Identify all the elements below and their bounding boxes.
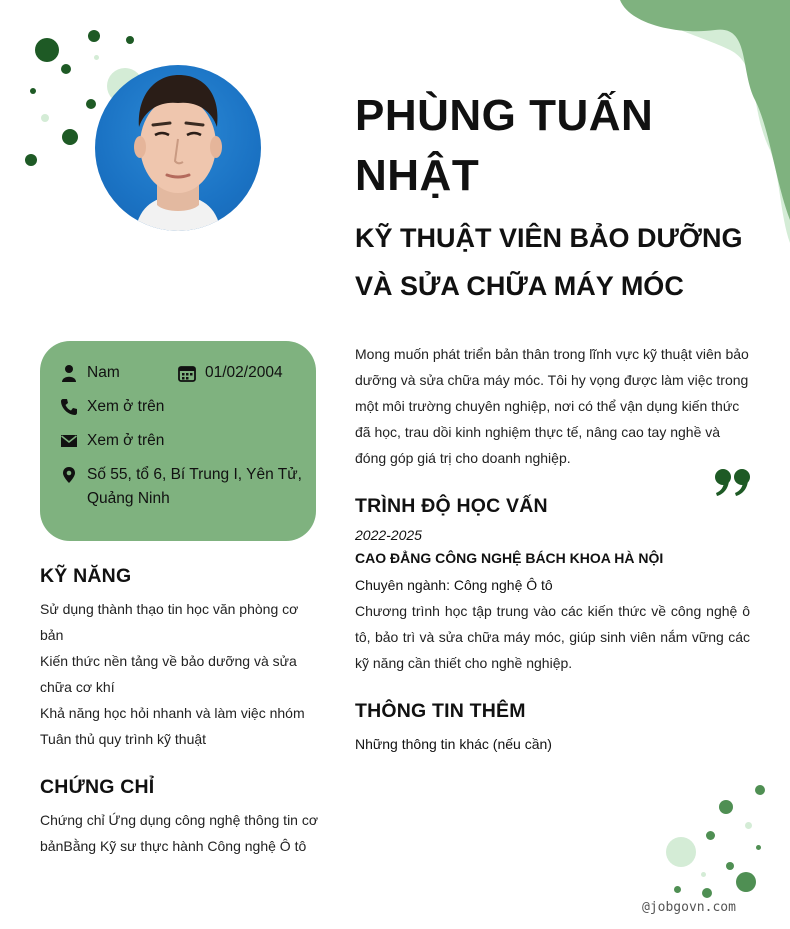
birthdate-value: 01/02/2004 bbox=[205, 364, 283, 381]
certificates-title: CHỨNG CHỈ bbox=[40, 776, 155, 798]
address-row bbox=[60, 463, 305, 511]
skill-item: Kiến thức nền tảng về bảo dưỡng và sửa chữa cơ khí bbox=[40, 653, 297, 695]
extra-info-text: Những thông tin khác (nếu cần) bbox=[355, 736, 552, 752]
skill-item: Tuân thủ quy trình kỹ thuật bbox=[40, 731, 207, 747]
address-value: Số 55, tổ 6, Bí Trung I, Yên Tử, Quảng Ninh bbox=[87, 466, 302, 507]
quote-icon bbox=[714, 468, 752, 498]
education-title: TRÌNH ĐỘ HỌC VẤN bbox=[355, 495, 548, 517]
education-school: CAO ĐẲNG CÔNG NGHỆ BÁCH KHOA HÀ NỘI bbox=[355, 550, 664, 566]
extra-info-title: THÔNG TIN THÊM bbox=[355, 700, 526, 722]
profile-photo bbox=[95, 65, 261, 231]
avatar bbox=[95, 65, 261, 231]
watermark: @jobgovn.com bbox=[642, 900, 736, 915]
education-period: 2022-2025 bbox=[355, 527, 422, 543]
birthdate-row bbox=[178, 361, 283, 385]
email-value: Xem ở trên bbox=[87, 432, 165, 449]
skill-item: Khả năng học hỏi nhanh và làm việc nhóm bbox=[40, 705, 305, 721]
career-objective: Mong muốn phát triển bản thân trong lĩnh vực kỹ thuật viên bảo dưỡng và sửa chữa máy móc. Tôi hy vọng được làm việc trong một môi trường chuyên nghiệp, nơi có thể vận dụng kiến thức đã học, trau dồi kinh nghiệm thực tế, nâng cao tay nghề và đóng góp giá trị cho doanh nghiệp. bbox=[355, 346, 749, 466]
calendar-icon bbox=[178, 364, 196, 382]
phone-row bbox=[60, 395, 164, 419]
gender-row bbox=[60, 361, 120, 385]
phone-value: Xem ở trên bbox=[87, 398, 165, 415]
education-description: Chương trình học tập trung vào các kiến thức về công nghệ ô tô, bảo trì và sửa chữa máy móc, giúp sinh viên nắm vững các kỹ năng cần thiết cho nghề nghiệp. bbox=[355, 603, 750, 671]
mail-icon bbox=[60, 432, 78, 450]
candidate-name: PHÙNG TUẤN NHẬT bbox=[355, 91, 654, 200]
skill-item: Sử dụng thành thạo tin học văn phòng cơ bản bbox=[40, 601, 299, 643]
skills-title: KỸ NĂNG bbox=[40, 565, 132, 587]
person-icon bbox=[60, 364, 78, 382]
phone-icon bbox=[60, 398, 78, 416]
education-major: Chuyên ngành: Công nghệ Ô tô bbox=[355, 577, 553, 593]
email-row bbox=[60, 429, 164, 453]
location-pin-icon bbox=[60, 466, 78, 484]
job-title: KỸ THUẬT VIÊN BẢO DƯỠNG VÀ SỬA CHỮA MÁY MÓC bbox=[355, 223, 743, 301]
certificates-text: Chứng chỉ Ứng dụng công nghệ thông tin cơ bảnBằng Kỹ sư thực hành Công nghệ Ô tô bbox=[40, 812, 319, 854]
gender-value: Nam bbox=[87, 364, 120, 381]
